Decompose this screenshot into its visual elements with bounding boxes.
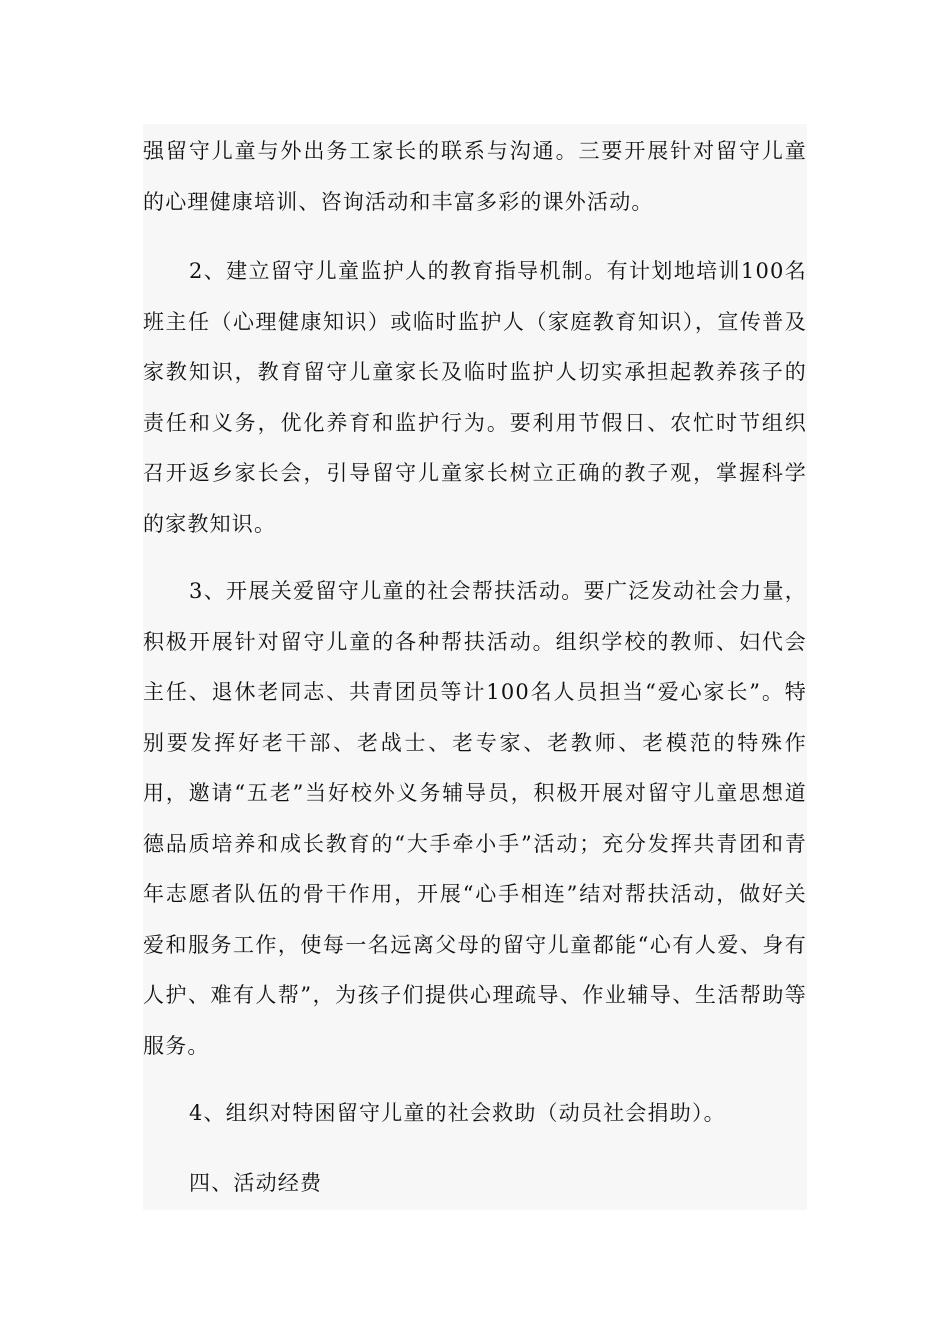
paragraph-item-4: 4、组织对特困留守儿童的社会救助（动员社会捐助）。 [189, 1101, 726, 1125]
paragraph-item-3: 3、开展关爱留守儿童的社会帮扶活动。要广泛发动社会力量，积极开展针对留守儿童的各种帮扶活动。组织学校的教师、妇代会主任、退休老同志、共青团员等计100名人员担当“爱心家长”。特别要发挥好老干部、老战士、老专家、老教师、老模范的特殊作用，邀请“五老”当好校外义务辅导员，积极开展对留守儿童思想道德品质培养和成长教育的“大手牵小手”活动；充分发挥共青团和青年志愿者队伍的骨干作用，开展“心手相连”结对帮扶活动，做好关爱和服务工作，使每一名远离父母的留守儿童都能“心有人爱、身有人护、难有人帮”，为孩子们提供心理疏导、作业辅导、生活帮助等服务。 [143, 579, 807, 1058]
paragraph-continuation: 强留守儿童与外出务工家长的联系与沟通。三要开展针对留守儿童的心理健康培训、咨询活动和丰富多彩的课外活动。 [143, 139, 807, 214]
paragraph-item-2: 2、建立留守儿童监护人的教育指导机制。有计划地培训100名班主任（心理健康知识）或临时监护人（家庭教育知识），宣传普及家教知识，教育留守儿童家长及临时监护人切实承担起教养孩子的责任和义务，优化养育和监护行为。要利用节假日、农忙时节组织召开返乡家长会，引导留守儿童家长树立正确的教子观，掌握科学的家教知识。 [143, 259, 807, 536]
section-heading-funding: 四、活动经费 [189, 1171, 323, 1195]
